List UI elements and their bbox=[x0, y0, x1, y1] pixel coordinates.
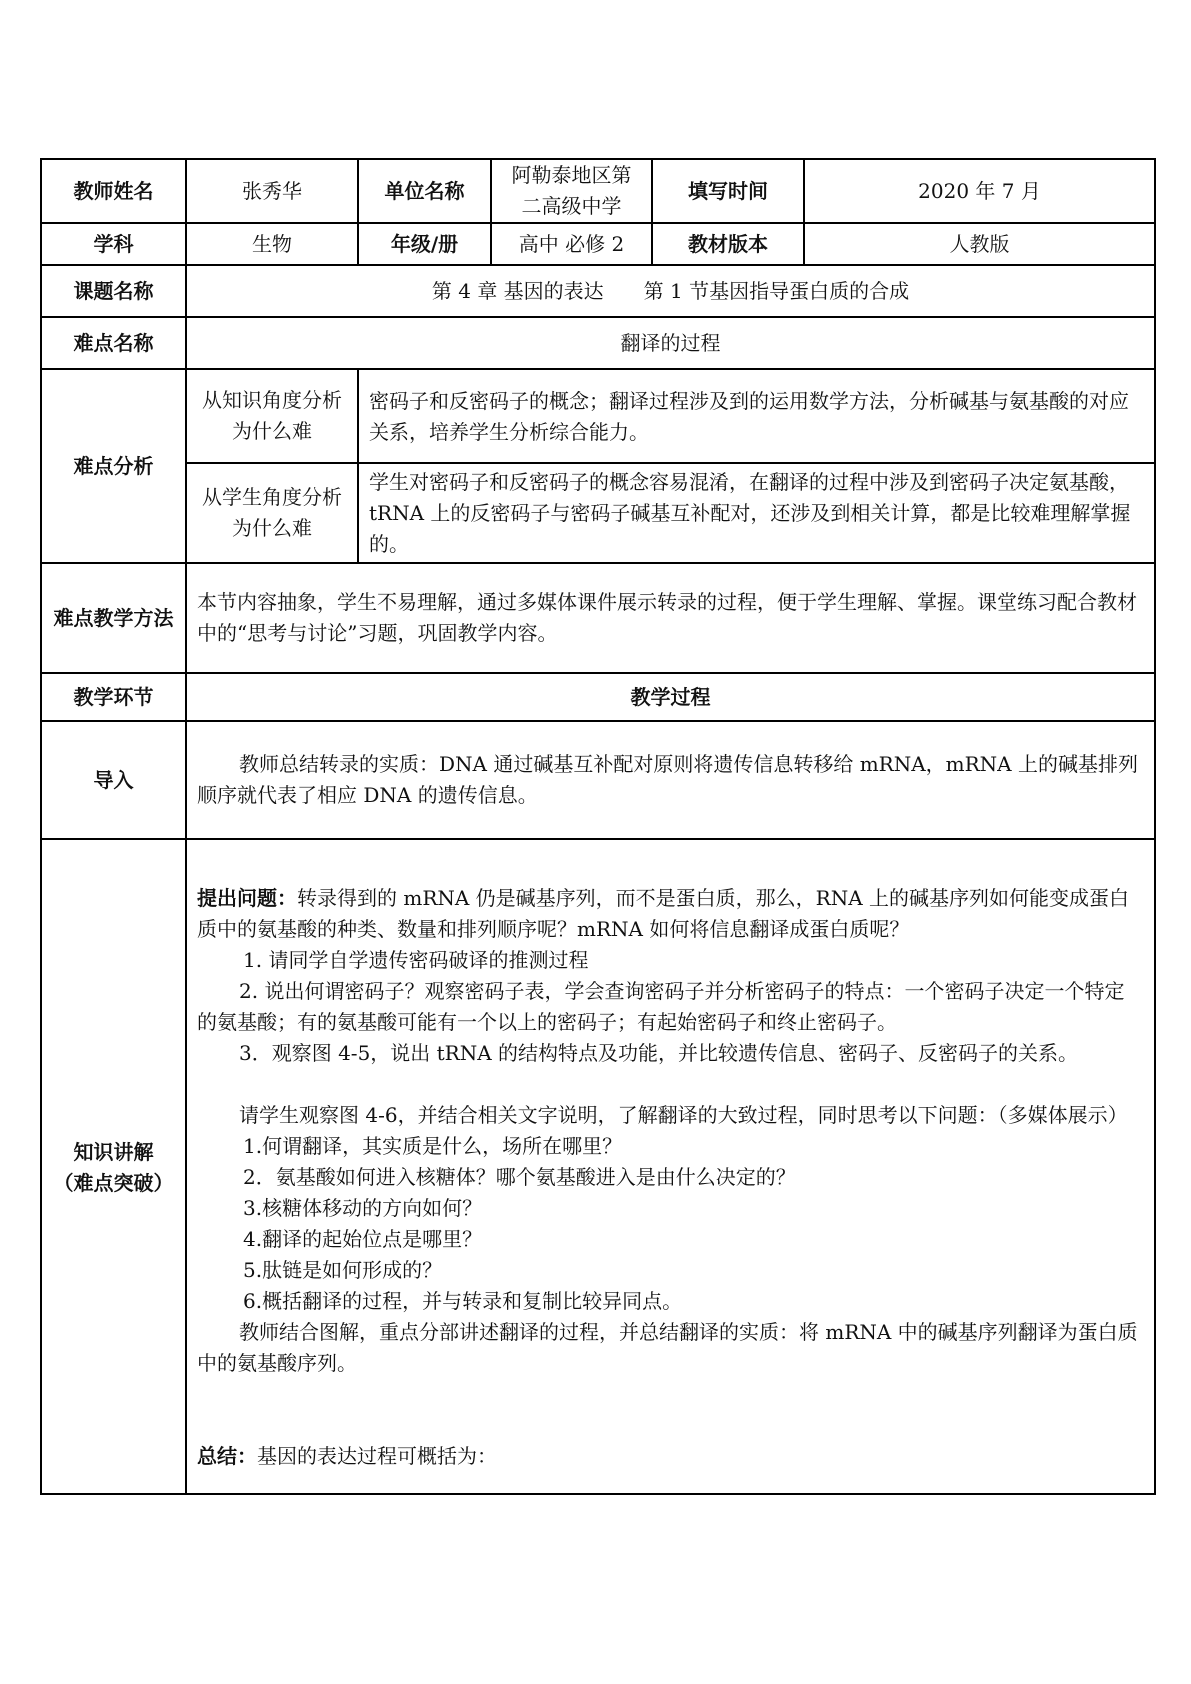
knowledge-angle-text: 密码子和反密码子的概念；翻译过程涉及到的运用数学方法，分析碱基与氨基酸的对应关系，培养学生分析综合能力。 bbox=[358, 369, 1155, 463]
spacer bbox=[197, 1069, 1144, 1100]
summary-bold: 总结： bbox=[197, 1444, 257, 1468]
topic-value: 第 4 章 基因的表达 第 1 节基因指导蛋白质的合成 bbox=[186, 265, 1155, 317]
question-2: 2．氨基酸如何进入核糖体？哪个氨基酸进入是由什么决定的？ bbox=[243, 1165, 796, 1189]
date-label: 填写时间 bbox=[652, 159, 804, 223]
step-3: 3．观察图 4-5，说出 tRNA 的结构特点及功能，并比较遗传信息、密码子、反密码子的关系。 bbox=[239, 1041, 1079, 1065]
knowledge-angle-label: 从知识角度分析为什么难 bbox=[186, 369, 358, 463]
analysis-row-student bbox=[41, 463, 1155, 563]
question-1: 1.何谓翻译，其实质是什么，场所在哪里？ bbox=[243, 1134, 623, 1158]
question-4: 4.翻译的起始位点是哪里？ bbox=[243, 1227, 483, 1251]
knowledge-row bbox=[41, 839, 1155, 1494]
difficulty-row bbox=[41, 317, 1155, 369]
knowledge-content bbox=[186, 839, 1155, 1494]
knowledge-label-cell bbox=[41, 839, 186, 1494]
topic-label: 课题名称 bbox=[41, 265, 186, 317]
process-label: 教学过程 bbox=[186, 673, 1155, 721]
topic-row bbox=[41, 265, 1155, 317]
analysis-row-knowledge bbox=[41, 369, 1155, 463]
question-5: 5.肽链是如何形成的？ bbox=[243, 1258, 443, 1282]
intro-text: 教师总结转录的实质：DNA 通过碱基互补配对原则将遗传信息转移给 mRNA，mRNA 上的碱基排列顺序就代表了相应 DNA 的遗传信息。 bbox=[197, 752, 1138, 807]
question-paragraph bbox=[197, 883, 1144, 945]
method-label: 难点教学方法 bbox=[41, 563, 186, 673]
student-angle-label: 从学生角度分析为什么难 bbox=[186, 463, 358, 563]
teacher-text: 教师结合图解，重点分部讲述翻译的过程，并总结翻译的实质：将 mRNA 中的碱基序列翻译为蛋白质中的氨基酸序列。 bbox=[197, 1320, 1138, 1375]
knowledge-label-line1: 知识讲解 bbox=[73, 1139, 154, 1164]
method-row bbox=[41, 563, 1155, 673]
intro-row bbox=[41, 721, 1155, 839]
stage-label: 教学环节 bbox=[41, 673, 186, 721]
method-text: 本节内容抽象，学生不易理解，通过多媒体课件展示转录的过程，便于学生理解、掌握。课堂练习配合教材中的“思考与讨论”习题，巩固教学内容。 bbox=[186, 563, 1155, 673]
difficulty-label: 难点名称 bbox=[41, 317, 186, 369]
teacher-value: 张秀华 bbox=[186, 159, 358, 223]
header-row-1 bbox=[41, 159, 1155, 223]
header-row-2 bbox=[41, 223, 1155, 265]
intro-cell bbox=[186, 721, 1155, 839]
knowledge-label-line2: （难点突破） bbox=[53, 1170, 174, 1195]
subject-value: 生物 bbox=[186, 223, 358, 265]
grade-label: 年级/册 bbox=[358, 223, 491, 265]
question-text: 转录得到的 mRNA 仍是碱基序列，而不是蛋白质，那么，RNA 上的碱基序列如何能变成蛋白质中的氨基酸的种类、数量和排列顺序呢？mRNA 如何将信息翻译成蛋白质呢？ bbox=[197, 886, 1130, 941]
question-bold: 提出问题： bbox=[197, 886, 297, 910]
spacer-large bbox=[197, 1379, 1144, 1441]
summary-paragraph bbox=[197, 1441, 1144, 1472]
question-3: 3.核糖体移动的方向如何？ bbox=[243, 1196, 483, 1220]
summary-text: 基因的表达过程可概括为： bbox=[257, 1444, 497, 1468]
process-header-row bbox=[41, 673, 1155, 721]
difficulty-value: 翻译的过程 bbox=[186, 317, 1155, 369]
subject-label: 学科 bbox=[41, 223, 186, 265]
intro-label: 导入 bbox=[41, 721, 186, 839]
date-value: 2020 年 7 月 bbox=[804, 159, 1155, 223]
edition-label: 教材版本 bbox=[652, 223, 804, 265]
student-angle-text: 学生对密码子和反密码子的概念容易混淆，在翻译的过程中涉及到密码子决定氨基酸，tRNA 上的反密码子与密码子碱基互补配对，还涉及到相关计算，都是比较难理解掌握的。 bbox=[358, 463, 1155, 563]
analysis-label: 难点分析 bbox=[41, 369, 186, 563]
observe-text: 请学生观察图 4-6，并结合相关文字说明，了解翻译的大致过程，同时思考以下问题：（多媒体展示） bbox=[239, 1103, 1128, 1127]
question-6: 6.概括翻译的过程，并与转录和复制比较异同点。 bbox=[243, 1289, 683, 1313]
teacher-label: 教师姓名 bbox=[41, 159, 186, 223]
step-1: 1. 请同学自学遗传密码破译的推测过程 bbox=[243, 948, 589, 972]
grade-value: 高中 必修 2 bbox=[491, 223, 652, 265]
unit-label: 单位名称 bbox=[358, 159, 491, 223]
lesson-plan-table bbox=[40, 158, 1156, 1495]
unit-value: 阿勒泰地区第二高级中学 bbox=[491, 159, 652, 223]
step-2: 2. 说出何谓密码子？观察密码子表，学会查询密码子并分析密码子的特点：一个密码子决定一个特定的氨基酸；有的氨基酸可能有一个以上的密码子；有起始密码子和终止密码子。 bbox=[197, 979, 1125, 1034]
lesson-plan-page bbox=[40, 158, 1154, 1495]
edition-value: 人教版 bbox=[804, 223, 1155, 265]
